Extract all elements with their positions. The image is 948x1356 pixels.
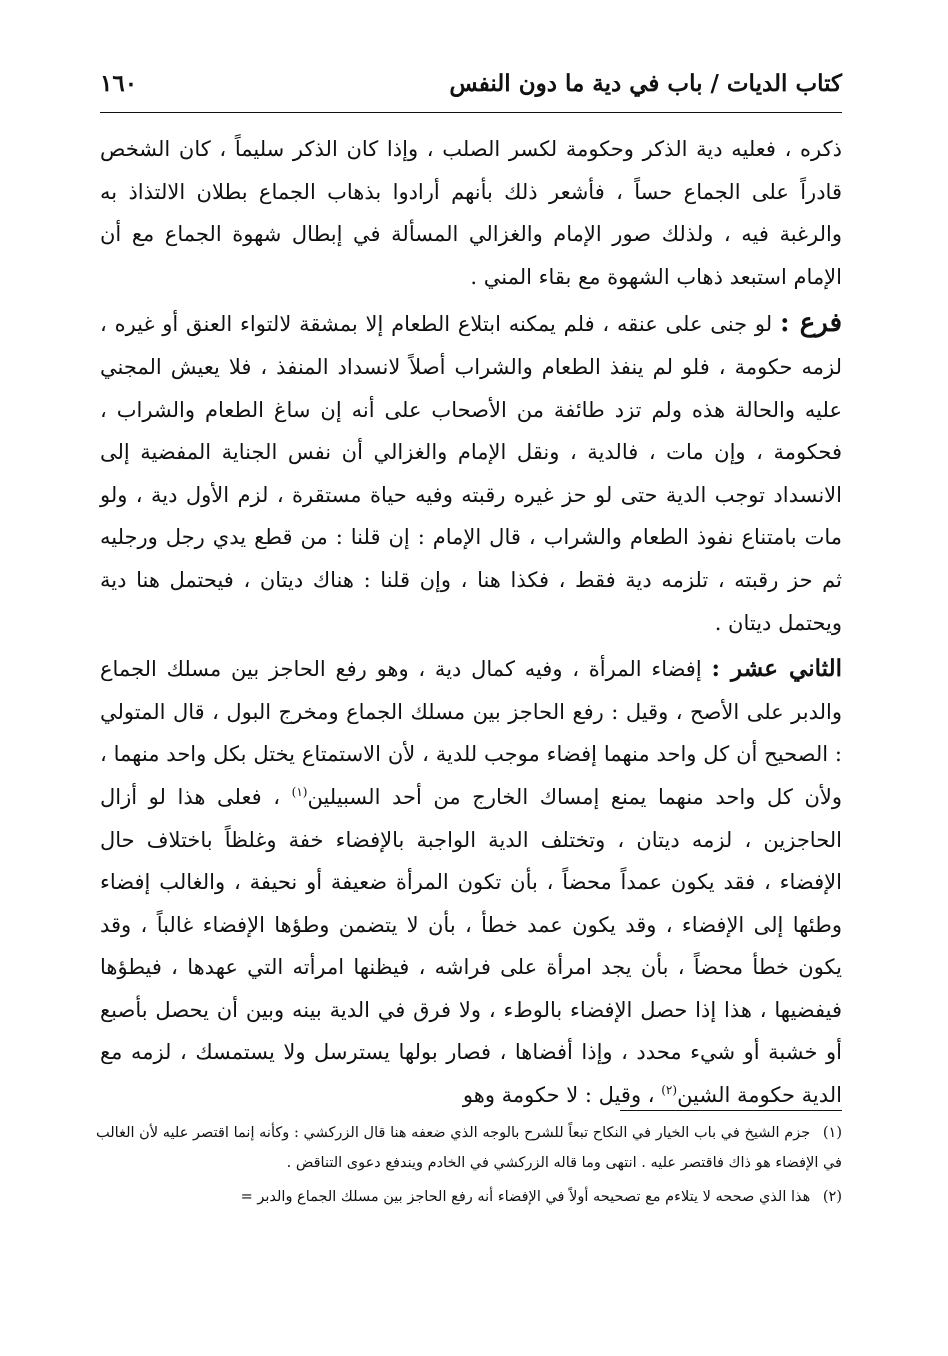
header-divider xyxy=(100,112,842,113)
section-lead-twelfth: الثاني عشر : xyxy=(711,655,842,683)
paragraph-2-text: لو جنى على عنقه ، فلم يمكنه ابتلاع الطعام إلا بمشقة لالتواء العنق أو غيره ، لزمه حكومة ، فلو لم ينفذ الطعام والشراب أصلاً لانسداد المنفذ ، فلا يعيش المجني عليه والحالة هذه ولم تزد طائفة من الأصحاب على أنه إن ساغ الطعام والشراب ، فحكومة ، وإن مات ، فالدية ، ونقل الإمام والغزالي أن نفس الجناية المفضية إلى الانسداد توجب الدية حتى لو حز غيره رقبته وفيه حياة مستقرة ، لزم الأول دية ، ولو مات بامتناع نفوذ الطعام والشراب ، قال الإمام : إن قلنا : من قطع يدي رجل ورجليه ثم حز رقبته ، تلزمه دية فقط ، فكذا هنا ، وإن قلنا : هناك ديتان ، فيحتمل هنا دية ويحتمل ديتان . xyxy=(100,312,842,635)
footnote-1-text: جزم الشيخ في باب الخيار في النكاح تبعاً للشرح بالوجه الذي ضعفه هنا قال الزركشي : وكأنه إنما اقتصر عليه لأن الغالب في الإفضاء هو ذاك فاقتصر عليه . انتهى وما قاله الزركشي في الخادم ويندفع دعوى التناقض . xyxy=(96,1125,842,1171)
running-header xyxy=(100,66,842,106)
paragraph-2 xyxy=(100,302,842,644)
footnote-ref-2[interactable]: (٢) xyxy=(661,1083,678,1098)
paragraph-1 xyxy=(100,128,842,298)
section-lead-far: فرع : xyxy=(779,308,843,339)
paragraph-3-text-a: إفضاء المرأة ، وفيه كمال دية ، وهو رفع الحاجز بين مسلك الجماع والدبر على الأصح ، وقيل : رفع الحاجز بين مسلك الجماع ومخرج البول ، قال المتولي : الصحيح أن كل واحد منهما إفضاء موجب للدية ، لأن الاستمتاع يختل بكل واحد منهما ، ولأن كل واحد منهما يمنع إمساك الخارج من أحد السبيلين xyxy=(100,657,842,809)
footnotes xyxy=(96,1118,842,1212)
paragraph-3-text-c: ، وقيل : لا حكومة وهو xyxy=(462,1083,655,1108)
page-number: ١٦٠ xyxy=(100,70,138,97)
footnote-2 xyxy=(96,1182,842,1212)
main-text xyxy=(100,128,842,1117)
footnote-2-number: (٢) xyxy=(822,1189,842,1205)
footnote-1 xyxy=(96,1118,842,1178)
running-title: كتاب الديات / باب في دية ما دون النفس xyxy=(449,70,842,97)
footnote-divider xyxy=(620,1110,842,1111)
footnote-ref-1[interactable]: (١) xyxy=(291,784,308,799)
paragraph-3-text-b: ، فعلى هذا لو أزال الحاجزين ، لزمه ديتان ، وتختلف الدية الواجبة بالإفضاء خفة وغلظاً باختلاف حال الإفضاء ، فقد يكون عمداً محضاً ، بأن تكون المرأة ضعيفة أو نحيفة ، والغالب إفضاء وطئها إلى الإفضاء ، وقد يكون عمد خطأ ، بأن لا يتضمن وطؤها الإفضاء غالباً ، وقد يكون خطأ محضاً ، بأن يجد امرأة على فراشه ، فيظنها امرأته التي عهدها ، فيطؤها فيفضيها ، هذا إذا حصل الإفضاء بالوطء ، ولا فرق في الدية بينه وبين أن يحصل بأصبع أو خشبة أو شيء محدد ، وإذا أفضاها ، فصار بولها يسترسل ولا يستمسك ، لزمه مع الدية حكومة الشين xyxy=(100,784,842,1108)
footnote-2-text: هذا الذي صححه لا يتلاءم مع تصحيحه أولاً في الإفضاء أنه رفع الحاجز بين مسلك الجماع والدبر = xyxy=(240,1189,811,1205)
paragraph-3 xyxy=(100,648,842,1117)
paragraph-1-text: ذكره ، فعليه دية الذكر وحكومة لكسر الصلب ، وإذا كان الذكر سليماً ، كان الشخص قادراً على الجماع حساً ، فأشعر ذلك بأنهم أرادوا بذهاب الجماع بطلان الالتذاذ به والرغبة فيه ، ولذلك صور الإمام والغزالي المسألة في إبطال شهوة الجماع مع أن الإمام استبعد ذهاب الشهوة مع بقاء المني . xyxy=(100,137,842,289)
footnote-1-number: (١) xyxy=(822,1125,842,1141)
